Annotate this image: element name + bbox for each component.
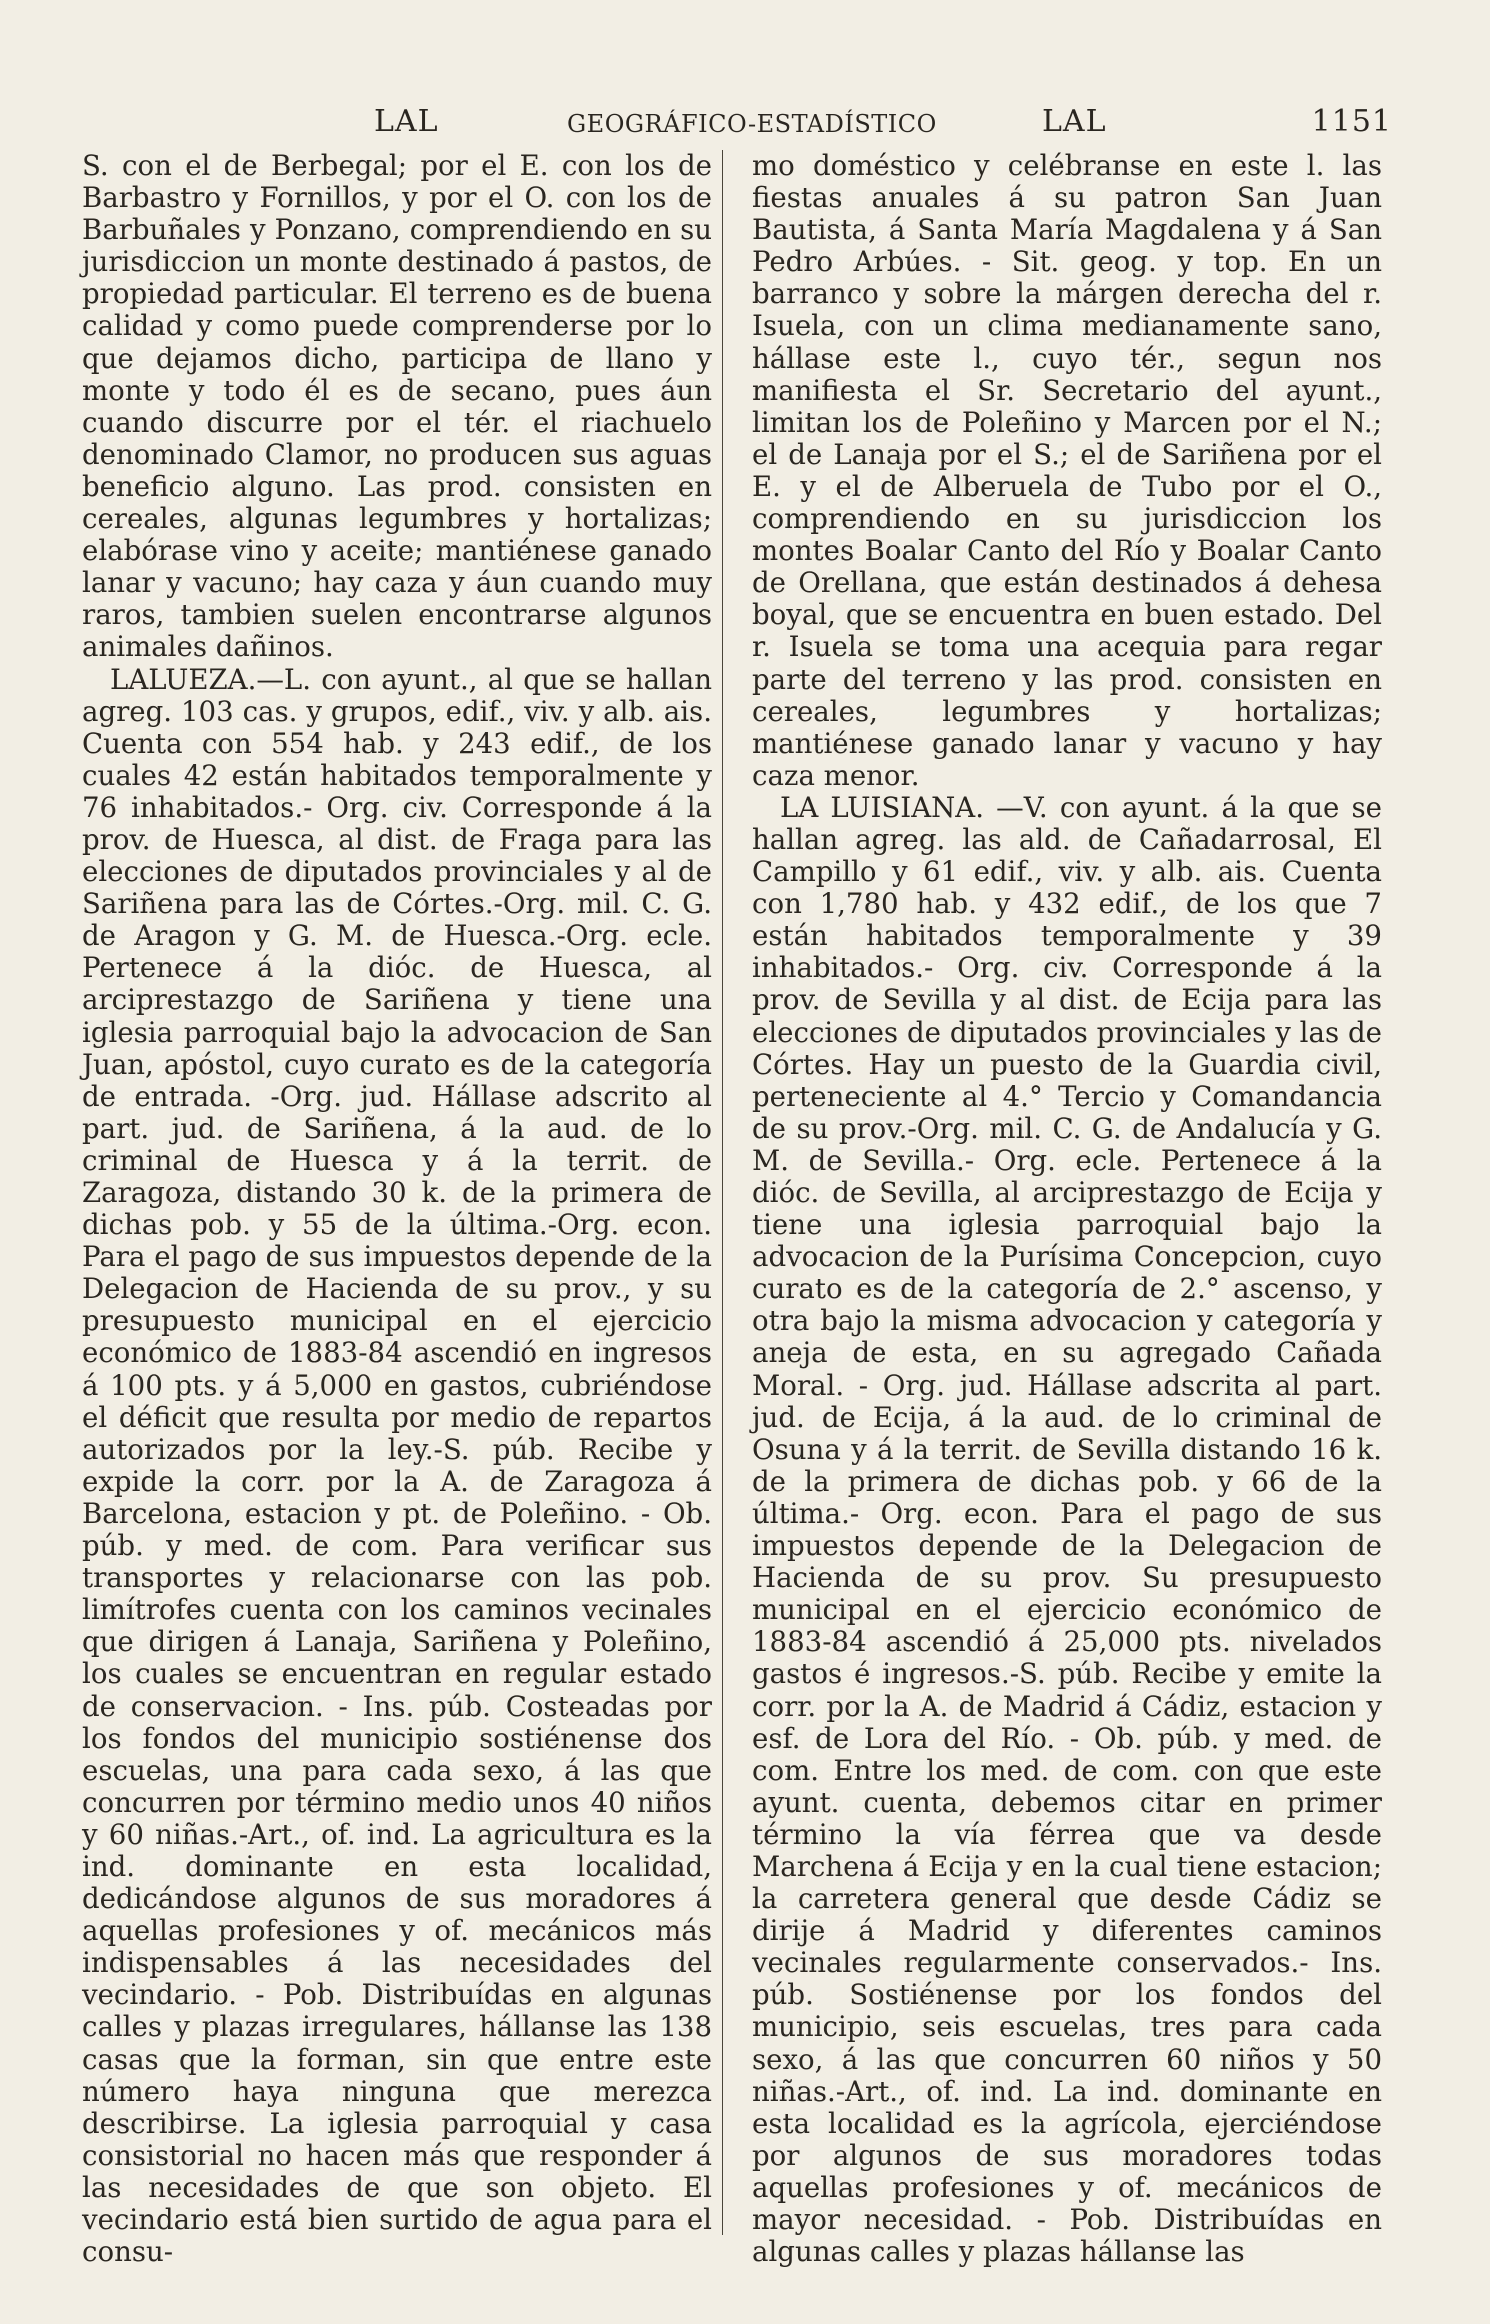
right-paragraph-la-luisiana: LA LUISIANA. —V. con ayunt. á la que se hallan agreg. las ald. de Cañadarrosal, El Campillo y 61 edif., viv. y alb. ais. Cuenta con 1,780 hab. y 432 edif., de los que 7 están habitados temporalmente y 39 inhabitados.- Org. civ. Corresponde á la prov. de Sevilla y al dist. de Ecija para las elecciones de diputados provinciales y las de Córtes. Hay un puesto de la Guardia civil, perteneciente al 4.° Tercio y Comandancia de su prov.-Org. mil. C. G. de Andalucía y G. M. de Sevilla.- Org. ecle. Pertenece á la dióc. de Sevilla, al arciprestazgo de Ecija y tiene una iglesia parroquial bajo la advocacion de la Purísima Concepcion, cuyo curato es de la categoría de 2.° ascenso, y otra bajo la misma advocacion y categoría y aneja de esta, en su agregado Cañada Moral. - Org. jud. Hállase adscrita al part. jud. de Ecija, á la aud. de lo criminal de Osuna y á la territ. de Sevilla distando 16 k. de la primera de dichas pob. y 66 de la última.- Org. econ. Para el pago de sus impuestos depende de la Delegacion de Hacienda de su prov. Su presupuesto municipal en el ejercicio económico de 1883-84 ascendió á 25,000 pts. nivelados gastos é ingresos.-S. púb. Recibe y emite la corr. por la A. de Madrid á Cádiz, estacion y esf. de Lora del Río. - Ob. púb. y med. de com. Entre los med. de com. con que este ayunt. cuenta, debemos citar en primer término la vía férrea que va desde Marchena á Ecija y en la cual tiene estacion; la carretera general que desde Cádiz se dirije á Madrid y diferentes caminos vecinales regularmente conservados.- Ins. púb. Sostiénense por los fondos del municipio, seis escuelas, tres para cada sexo, á las que concurren 60 niños y 50 niñas.-Art., of. ind. La ind. dominante en esta localidad es la agrícola, ejerciéndose por algunos de sus moradores todas aquellas profesiones y of. mecánicos de mayor necesidad. - Pob. Distribuídas en algunas calles y plazas hállanse las (752, 790, 1382, 2269)
left-paragraph-1: S. con el de Berbegal; por el E. con los de Barbastro y Fornillos, y por el O. con los de Barbuñales y Ponzano, comprendiendo en su jurisdiccion un monte destinado á pastos, de propiedad particular. El terreno es de buena calidad y como puede comprenderse por lo que dejamos dicho, participa de llano y monte y todo él es de secano, pues áun cuando discurre por el tér. el riachuelo denominado Clamor, no producen sus aguas beneficio alguno. Las prod. consisten en cereales, algunas legumbres y hortalizas; elabórase vino y aceite; mantiénese ganado lanar y vacuno; hay caza y áun cuando muy raros, tambien suelen encontrarse algunos animales dañinos. (82, 149, 712, 664)
header-right-code: LAL (1042, 104, 1107, 139)
left-column (82, 150, 712, 2268)
left-paragraph-lalueza: LALUEZA.—L. con ayunt., al que se hallan agreg. 103 cas. y grupos, edif., viv. y alb. ais. Cuenta con 554 hab. y 243 edif., de los cuales 42 están habitados temporalmente y 76 inhabitados.- Org. civ. Corresponde á la prov. de Huesca, al dist. de Fraga para las elecciones de diputados provinciales y al de Sariñena para las de Córtes.-Org. mil. C. G. de Aragon y G. M. de Huesca.-Org. ecle. Pertenece á la dióc. de Huesca, al arciprestazgo de Sariñena y tiene una iglesia parroquial bajo la advocacion de San Juan, apóstol, cuyo curato es de la categoría de entrada. -Org. jud. Hállase adscrito al part. jud. de Sariñena, á la aud. de lo criminal de Huesca y á la territ. de Zaragoza, distando 30 k. de la primera de dichas pob. y 55 de la última.-Org. econ. Para el pago de sus impuestos depende de la Delegacion de Hacienda de su prov., y su presupuesto municipal en el ejercicio económico de 1883-84 ascendió en ingresos á 100 pts. y á 5,000 en gastos, cubriéndose el déficit que resulta por medio de repartos autorizados por la ley.-S. púb. Recibe y expide la corr. por la A. de Zaragoza á Barcelona, estacion y pt. de Poleñino. - Ob. púb. y med. de com. Para verificar sus transportes y relacionarse con las pob. limítrofes cuenta con los caminos vecinales que dirigen á Lanaja, Sariñena y Poleñino, los cuales se encuentran en regular estado de conservacion. - Ins. púb. Costeadas por los fondos del municipio sostiénense dos escuelas, una para cada sexo, á las que concurren por término medio unos 40 niños y 60 niñas.-Art., of. ind. La agricultura es la ind. dominante en esta localidad, dedicándose algunos de sus moradores á aquellas profesiones y of. mecánicos más indispensables á las necesidades del vecindario. - Pob. Distribuídas en algunas calles y plazas irregulares, hállanse las 138 casas que la forman, sin que entre este número haya ninguna que merezca describirse. La iglesia parroquial y casa consistorial no hacen más que responder á las necesidades de que son objeto. El vecindario está bien surtido de agua para el consu- (82, 662, 712, 2269)
right-column (752, 150, 1382, 2268)
header-title: GEOGRÁFICO-ESTADÍSTICO (567, 110, 937, 138)
header-left-code: LAL (374, 104, 439, 139)
running-header (82, 104, 1392, 148)
column-divider (722, 150, 723, 2235)
page-number: 1151 (1311, 104, 1392, 139)
right-paragraph-1: mo doméstico y celébranse en este l. las fiestas anuales á su patron San Juan Bautista, á Santa María Magdalena y á San Pedro Arbúes. - Sit. geog. y top. En un barranco y sobre la márgen derecha del r. Isuela, con un clima medianamente sano, hállase este l., cuyo tér., segun nos manifiesta el Sr. Secretario del ayunt., limitan los de Poleñino y Marcen por el N.; el de Lanaja por el S.; el de Sariñena por el E. y el de Alberuela de Tubo por el O., comprendiendo en su jurisdiccion los montes Boalar Canto del Río y Boalar Canto de Orellana, que están destinados á dehesa boyal, que se encuentra en buen estado. Del r. Isuela se toma una acequia para regar parte del terreno y las prod. consisten en cereales, legumbres y hortalizas; mantiénese ganado lanar y vacuno y hay caza menor. (752, 149, 1382, 792)
